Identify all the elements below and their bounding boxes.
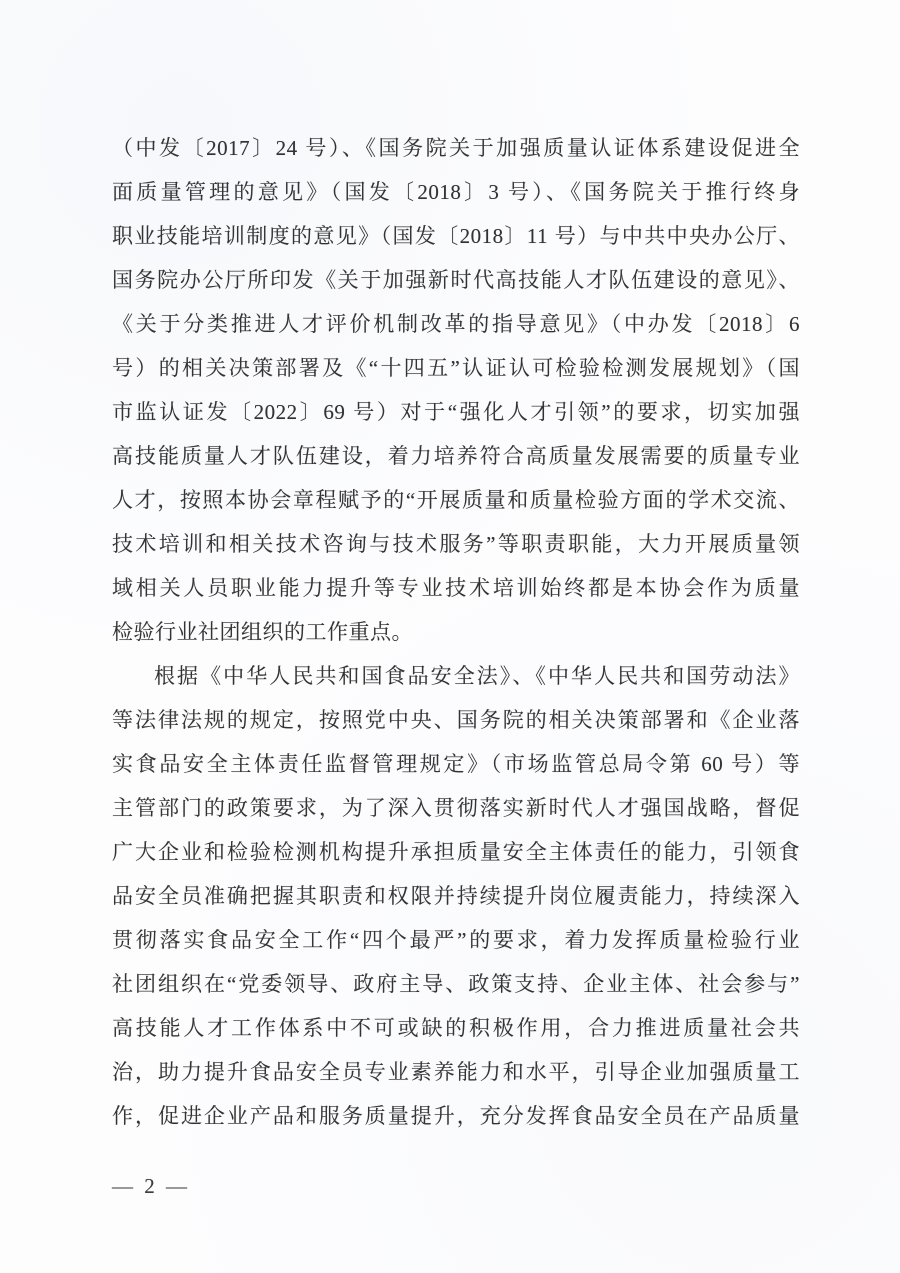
text-line: 高技能人才工作体系中不可或缺的积极作用，合力推进质量社会共 [112,1016,800,1040]
text-line: 检验行业社团组织的工作重点。 [112,620,413,644]
text-line: 品安全员准确把握其职责和权限并持续提升岗位履责能力，持续深入 [112,884,800,908]
text-line: 贯彻落实食品安全工作“四个最严”的要求，着力发挥质量检验行业 [112,928,800,952]
text-line: 职业技能培训制度的意见》（国发〔2018〕11 号）与中共中央办公厅、 [112,224,800,248]
text-line: 《关于分类推进人才评价机制改革的指导意见》（中办发〔2018〕6 [112,312,800,336]
text-line: 高技能质量人才队伍建设，着力培养符合高质量发展需要的质量专业 [112,444,800,468]
text-line: 号）的相关决策部署及《“十四五”认证认可检验检测发展规划》（国 [112,356,800,380]
text-line: （中发〔2017〕24 号）、《国务院关于加强质量认证体系建设促进全 [112,136,800,160]
text-line: 等法律法规的规定，按照党中央、国务院的相关决策部署和《企业落 [112,708,800,732]
text-line: 实食品安全主体责任监督管理规定》（市场监管总局令第 60 号）等 [112,752,800,776]
paragraph-1 [112,126,800,654]
text-line: 根据《中华人民共和国食品安全法》、《中华人民共和国劳动法》 [154,664,800,688]
text-line: 市监认证发〔2022〕69 号）对于“强化人才引领”的要求，切实加强 [112,400,800,424]
page-number: — 2 — [112,1174,190,1198]
document-text [112,126,800,1138]
text-line: 人才，按照本协会章程赋予的“开展质量和质量检验方面的学术交流、 [112,488,800,512]
text-line: 广大企业和检验检测机构提升承担质量安全主体责任的能力，引领食 [112,840,800,864]
text-line: 域相关人员职业能力提升等专业技术培训始终都是本协会作为质量 [112,576,800,600]
text-line: 治，助力提升食品安全员专业素养能力和水平，引导企业加强质量工 [112,1060,800,1084]
text-line: 国务院办公厅所印发《关于加强新时代高技能人才队伍建设的意见》、 [112,268,800,292]
text-line: 技术培训和相关技术咨询与技术服务”等职责职能，大力开展质量领 [112,532,800,556]
text-line: 主管部门的政策要求，为了深入贯彻落实新时代人才强国战略，督促 [112,796,800,820]
text-line: 面质量管理的意见》（国发〔2018〕3 号）、《国务院关于推行终身 [112,180,800,204]
text-line: 作，促进企业产品和服务质量提升，充分发挥食品安全员在产品质量 [112,1104,800,1128]
text-line: 社团组织在“党委领导、政府主导、政策支持、企业主体、社会参与” [112,972,800,996]
paragraph-2 [112,654,800,1138]
